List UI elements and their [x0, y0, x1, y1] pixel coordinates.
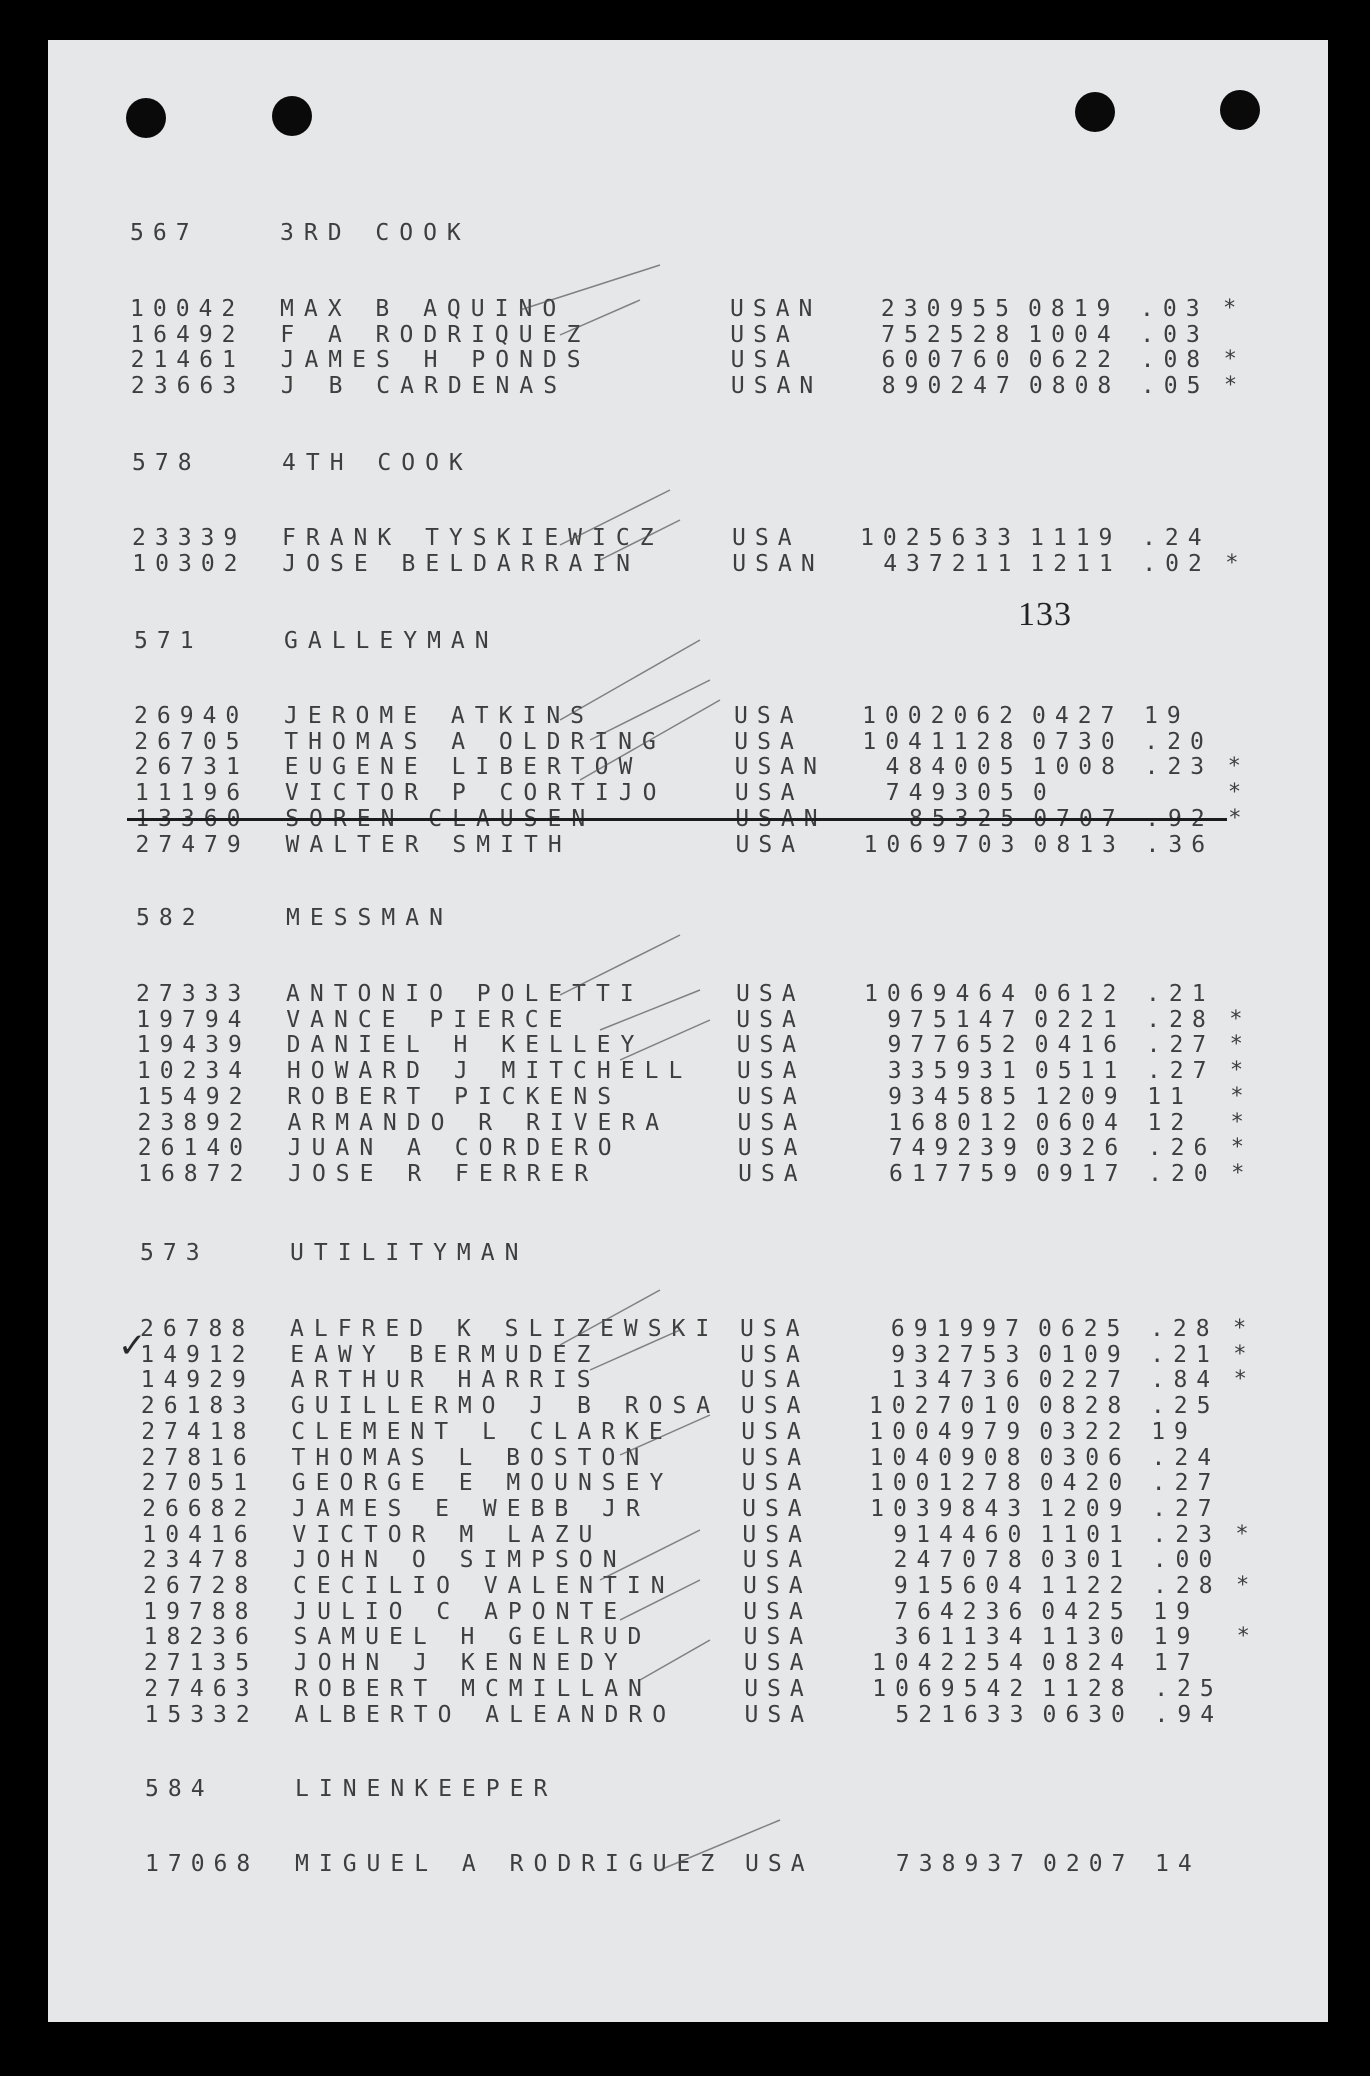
crew-rate: .27 [1151, 1470, 1221, 1497]
crew-nationality: USA [744, 1675, 813, 1702]
crew-rate: 19 [1151, 1418, 1197, 1445]
crew-id: 17068 [145, 1851, 260, 1877]
crew-date: 0301 [1040, 1547, 1133, 1574]
crew-nationality: USA [730, 321, 799, 348]
star-mark: * [1223, 296, 1246, 321]
crew-nationality: USA [743, 1573, 812, 1599]
star-mark: * [1236, 1624, 1259, 1650]
crew-name: ANTONIO POLETTI [286, 981, 644, 1007]
star-mark: * [1223, 373, 1247, 399]
crew-rate: .00 [1152, 1547, 1222, 1574]
section-code: 584 [145, 1776, 214, 1802]
crew-id: 23892 [137, 1109, 252, 1136]
crew-name: VICTOR M LAZU [292, 1521, 603, 1548]
crew-date: 0622 [1028, 347, 1120, 374]
crew-nationality: USA [742, 1495, 811, 1522]
crew-serial: 437211 [883, 550, 1021, 577]
crew-serial: 134736 [891, 1367, 1029, 1394]
crew-serial: 1002062 [862, 703, 1022, 729]
crew-id: 27333 [136, 981, 251, 1007]
crew-date: 0322 [1039, 1418, 1131, 1445]
crew-nationality: USA [742, 1547, 812, 1574]
crew-id: 26682 [142, 1495, 257, 1522]
star-mark: * [1227, 780, 1251, 806]
crew-rate: .25 [1154, 1675, 1223, 1702]
crew-nationality: USA [738, 1160, 807, 1187]
crew-rate: .92 [1145, 805, 1214, 832]
crew-id: 16872 [138, 1160, 253, 1187]
crew-name: VICTOR P CORTIJO [284, 780, 667, 807]
crew-nationality: USA [740, 1367, 810, 1394]
crew-nationality: USAN [734, 754, 826, 781]
crew-serial: 230955 [880, 296, 1018, 322]
crew-date: 0824 [1041, 1650, 1134, 1677]
crew-serial: 521633 [895, 1701, 1033, 1728]
crew-id: 27051 [141, 1470, 257, 1497]
crew-nationality: USA [736, 981, 805, 1007]
crew-id: 10416 [142, 1521, 257, 1548]
star-mark: * [1229, 1032, 1252, 1058]
crew-rate: .36 [1145, 831, 1215, 858]
star-mark: * [1231, 1160, 1254, 1186]
star-mark: * [1229, 1058, 1253, 1084]
crew-name: JUAN A CORDERO [287, 1135, 622, 1162]
crew-name: HOWARD J MITCHELL [286, 1058, 693, 1085]
crew-serial: 361134 [894, 1624, 1032, 1651]
crew-name: SOREN CLAUSEN [285, 805, 596, 832]
crew-id: 26183 [140, 1393, 256, 1420]
star-mark: * [1230, 1109, 1253, 1135]
crew-rate: .94 [1154, 1701, 1224, 1728]
crew-date: 1101 [1040, 1521, 1132, 1548]
crew-rate: .24 [1142, 525, 1211, 551]
section-title: UTILITYMAN [290, 1240, 529, 1266]
star-mark: * [1233, 1316, 1256, 1341]
crew-serial: 749239 [888, 1135, 1026, 1162]
crew-nationality: USA [737, 1135, 807, 1162]
crew-rate: .25 [1150, 1393, 1220, 1420]
star-mark: * [1228, 805, 1251, 831]
crew-name: JOSE R FERRER [288, 1160, 599, 1187]
crew-serial: 915604 [893, 1573, 1031, 1599]
crew-name: JOHN J KENNEDY [293, 1650, 628, 1677]
crew-name: ROBERT MCMILLAN [294, 1675, 652, 1702]
crew-nationality: USA [743, 1650, 813, 1677]
crew-date: 0813 [1033, 831, 1125, 858]
crew-serial: 752528 [881, 321, 1019, 348]
check-mark-icon: ✓ [118, 1326, 147, 1366]
crew-name: WALTER SMITH [285, 831, 572, 858]
crew-name: MIGUEL A RODRIGUEZ [295, 1851, 725, 1877]
crew-id: 14912 [140, 1341, 255, 1368]
crew-date: 0416 [1034, 1032, 1126, 1059]
crew-id: 23478 [142, 1547, 257, 1574]
crew-name: JEROME ATKINS [284, 703, 595, 729]
crew-serial: 914460 [893, 1521, 1031, 1548]
crew-serial: 738937 [895, 1851, 1033, 1877]
crew-date: 0 [1032, 780, 1056, 807]
crew-nationality: USA [740, 1341, 809, 1368]
crew-nationality: USA [736, 1058, 806, 1085]
crew-rate: 19 [1144, 703, 1190, 729]
section-title: 3RD COOK [280, 220, 471, 246]
crew-rate: 19 [1153, 1598, 1199, 1625]
crew-id: 10234 [136, 1058, 252, 1085]
crew-nationality: USA [730, 347, 800, 374]
crew-nationality: USA [741, 1470, 811, 1497]
crew-nationality: USA [740, 1316, 809, 1342]
crew-serial: 1040908 [869, 1444, 1030, 1471]
crew-serial: 749305 [885, 780, 1023, 807]
crew-date: 0109 [1038, 1341, 1130, 1368]
crew-nationality: USA [743, 1598, 812, 1625]
crew-nationality: USA [736, 1032, 806, 1059]
crew-date: 0207 [1043, 1851, 1135, 1877]
crew-date: 0604 [1035, 1109, 1127, 1136]
crew-id: 16492 [130, 321, 245, 348]
crew-nationality: USA [741, 1418, 810, 1445]
crew-serial: 335931 [887, 1058, 1025, 1085]
crew-id: 15332 [144, 1701, 259, 1728]
star-mark: * [1225, 550, 1248, 576]
crew-rate: .02 [1142, 550, 1211, 577]
crew-serial: 977652 [887, 1032, 1025, 1059]
star-mark: * [1230, 1083, 1253, 1109]
crew-id: 19788 [143, 1598, 258, 1625]
crew-serial: 484005 [885, 754, 1023, 781]
crew-name: ALBERTO ALEANDRO [294, 1701, 677, 1728]
crew-date: 0227 [1038, 1367, 1130, 1394]
crew-id: 26788 [140, 1316, 255, 1342]
crew-rate: .23 [1144, 754, 1214, 781]
section-code: 582 [136, 905, 205, 931]
crew-rate: 12 [1147, 1109, 1194, 1136]
crew-name: ARTHUR HARRIS [290, 1367, 601, 1394]
crew-rate: .21 [1146, 981, 1215, 1007]
crew-name: JAMES H PONDS [280, 347, 591, 374]
crew-name: ROBERT PICKENS [287, 1083, 622, 1110]
crew-serial: 934585 [888, 1083, 1026, 1110]
crew-id: 27135 [143, 1650, 259, 1677]
crew-serial: 617759 [889, 1160, 1027, 1187]
section-code: 567 [130, 220, 199, 246]
crew-nationality: USA [734, 780, 804, 807]
crew-rate: .20 [1148, 1160, 1217, 1187]
crew-rate: .05 [1140, 373, 1210, 400]
crew-date: 0420 [1039, 1470, 1132, 1497]
crew-date: 1130 [1041, 1624, 1133, 1651]
section-code: 578 [132, 450, 201, 476]
crew-serial: 1001278 [869, 1470, 1030, 1497]
crew-rate: .26 [1147, 1135, 1217, 1162]
crew-rate: 14 [1155, 1851, 1201, 1877]
crew-date: 0917 [1036, 1160, 1128, 1187]
crew-rate: .08 [1140, 347, 1210, 374]
crew-id: 23339 [132, 525, 247, 551]
section-title: 4TH COOK [282, 450, 473, 476]
crew-nationality: USAN [735, 805, 827, 832]
crew-nationality: USA [735, 831, 805, 858]
crew-name: CLEMENT L CLARKE [291, 1418, 673, 1445]
crew-rate: .28 [1150, 1316, 1219, 1342]
crew-date: 0625 [1038, 1316, 1130, 1342]
crew-id: 10302 [132, 550, 247, 577]
crew-name: ALFRED K SLIZEWSKI [290, 1316, 720, 1342]
crew-id: 18236 [143, 1624, 258, 1651]
crew-serial: 691997 [890, 1316, 1028, 1342]
crew-id: 21461 [130, 347, 245, 374]
section-title: MESSMAN [286, 905, 453, 931]
crew-rate: .23 [1152, 1521, 1221, 1548]
crew-id: 11196 [134, 780, 250, 807]
crew-name: MAX B AQUINO [280, 296, 567, 322]
crew-name: THOMAS L BOSTON [291, 1444, 650, 1471]
crew-serial: 1069703 [863, 831, 1024, 858]
crew-serial: 1025633 [860, 525, 1020, 551]
crew-rate: 17 [1153, 1650, 1200, 1677]
crew-rate: .21 [1150, 1341, 1219, 1368]
crew-serial: 85325 [908, 805, 1024, 832]
section-code: 571 [134, 628, 203, 654]
crew-date: 0808 [1028, 373, 1121, 400]
crew-id: 10042 [130, 296, 245, 322]
section-title: LINENKEEPER [295, 1776, 558, 1802]
crew-date: 1119 [1030, 525, 1122, 551]
crew-name: EUGENE LIBERTOW [284, 754, 643, 781]
crew-date: 0221 [1034, 1006, 1126, 1033]
crew-nationality: USAN [730, 373, 823, 400]
crew-rate: .24 [1151, 1444, 1221, 1471]
star-mark: * [1227, 754, 1250, 780]
crew-name: GEORGE E MOUNSEY [291, 1470, 674, 1497]
crew-id: 26728 [143, 1573, 258, 1599]
crew-date: 0819 [1028, 296, 1120, 322]
crew-name: VANCE PIERCE [286, 1006, 573, 1033]
star-mark: * [1223, 347, 1246, 373]
crew-date: 0707 [1033, 805, 1125, 832]
crew-nationality: USA [742, 1521, 811, 1548]
crew-nationality: USA [744, 1701, 814, 1728]
crew-id: 26140 [137, 1135, 253, 1162]
crew-nationality: USA [740, 1393, 810, 1420]
crew-id: 26705 [134, 728, 249, 755]
crew-serial: 1069542 [872, 1675, 1033, 1702]
crew-date: 1008 [1032, 754, 1124, 781]
crew-date: 1122 [1041, 1573, 1133, 1599]
crew-serial: 600760 [881, 347, 1019, 374]
section-title: GALLEYMAN [284, 628, 499, 654]
crew-date: 0511 [1034, 1058, 1127, 1085]
crew-nationality: USA [736, 1006, 805, 1033]
crew-name: JOHN O SIMPSON [292, 1547, 627, 1574]
star-mark: * [1230, 1135, 1254, 1161]
crew-nationality: USA [734, 728, 803, 755]
crew-date: 1209 [1035, 1083, 1127, 1110]
crew-rate: .03 [1140, 321, 1209, 348]
section-code: 573 [140, 1240, 209, 1266]
crew-serial: 1027010 [868, 1393, 1029, 1420]
crew-id: 26731 [134, 754, 249, 781]
crew-name: GUILLERMO J B ROSA [290, 1393, 721, 1420]
crew-date: 0427 [1032, 703, 1124, 729]
crew-nationality: USA [745, 1851, 814, 1877]
crew-serial: 1042254 [871, 1650, 1032, 1677]
crew-date: 0828 [1038, 1393, 1131, 1420]
crew-name: F A RODRIQUEZ [280, 321, 591, 348]
crew-serial: 1069464 [864, 981, 1024, 1007]
crew-id: 23663 [130, 373, 246, 400]
crew-serial: 764236 [894, 1598, 1032, 1625]
crew-rate: .03 [1140, 296, 1209, 322]
crew-name: J B CARDENAS [280, 373, 568, 400]
star-mark: * [1233, 1367, 1256, 1393]
crew-nationality: USAN [732, 550, 824, 577]
crew-rate: .28 [1146, 1006, 1215, 1033]
crew-name: THOMAS A OLDRING [284, 728, 666, 755]
crew-name: JAMES E WEBB JR [292, 1495, 650, 1522]
crew-serial: 1041128 [862, 728, 1023, 755]
crew-rate: .27 [1146, 1058, 1216, 1085]
crew-id: 14929 [140, 1367, 255, 1394]
crew-rate: .20 [1144, 728, 1213, 755]
crew-rate: .28 [1153, 1573, 1222, 1599]
crew-id: 13360 [135, 805, 250, 832]
crew-serial: 1039843 [870, 1495, 1031, 1522]
crew-serial: 975147 [887, 1006, 1025, 1033]
crew-rate: 11 [1147, 1083, 1193, 1110]
crew-serial: 890247 [881, 373, 1019, 400]
crew-rate: .27 [1152, 1495, 1221, 1522]
crew-nationality: USA [743, 1624, 813, 1651]
crew-nationality: USA [741, 1444, 811, 1471]
crew-date: 0425 [1041, 1598, 1133, 1625]
crew-rate: .27 [1146, 1032, 1216, 1059]
crew-rate: 19 [1153, 1624, 1200, 1651]
crew-name: FRANK TYSKIEWICZ [282, 525, 664, 551]
crew-date: 0630 [1042, 1701, 1134, 1728]
crew-date: 0730 [1032, 728, 1124, 755]
crew-date: 0612 [1034, 981, 1126, 1007]
crew-name: JULIO C APONTE [293, 1598, 628, 1625]
star-mark: * [1229, 1006, 1252, 1032]
crew-rate: .84 [1150, 1367, 1220, 1394]
crew-nationality: USA [737, 1109, 807, 1136]
crew-serial: 247078 [893, 1547, 1031, 1574]
crew-name: JOSE BELDARRAIN [282, 550, 641, 577]
crew-date: 1209 [1040, 1495, 1132, 1522]
crew-name: ARMANDO R RIVERA [287, 1109, 670, 1136]
crew-date: 1211 [1030, 550, 1122, 577]
crew-id: 27816 [141, 1444, 256, 1471]
crew-id: 15492 [137, 1083, 252, 1110]
crew-nationality: USAN [730, 296, 822, 322]
crew-id: 27418 [141, 1418, 256, 1445]
crew-serial: 1004979 [869, 1418, 1030, 1445]
crew-serial: 168012 [888, 1109, 1026, 1136]
crew-id: 26940 [134, 703, 249, 729]
crew-date: 0326 [1035, 1135, 1128, 1162]
crew-name: SAMUEL H GELRUD [293, 1624, 652, 1651]
page-number: 133 [1018, 596, 1072, 633]
crew-serial: 932753 [891, 1341, 1029, 1368]
crew-name: CECILIO VALENTIN [293, 1573, 675, 1599]
crew-id: 19439 [136, 1032, 251, 1059]
crew-date: 1128 [1042, 1675, 1134, 1702]
crew-name: EAWY BERMUDEZ [290, 1341, 601, 1368]
crew-nationality: USA [734, 703, 803, 729]
star-mark: * [1235, 1521, 1258, 1547]
crew-nationality: USA [732, 525, 801, 551]
crew-nationality: USA [737, 1083, 806, 1110]
crew-id: 27479 [135, 831, 250, 858]
crew-date: 1004 [1028, 321, 1120, 348]
star-mark: * [1233, 1341, 1256, 1367]
crew-id: 19794 [136, 1006, 251, 1033]
crew-date: 0306 [1039, 1444, 1131, 1471]
crew-id: 27463 [144, 1675, 259, 1702]
crew-name: DANIEL H KELLEY [286, 1032, 645, 1059]
star-mark: * [1236, 1573, 1259, 1598]
